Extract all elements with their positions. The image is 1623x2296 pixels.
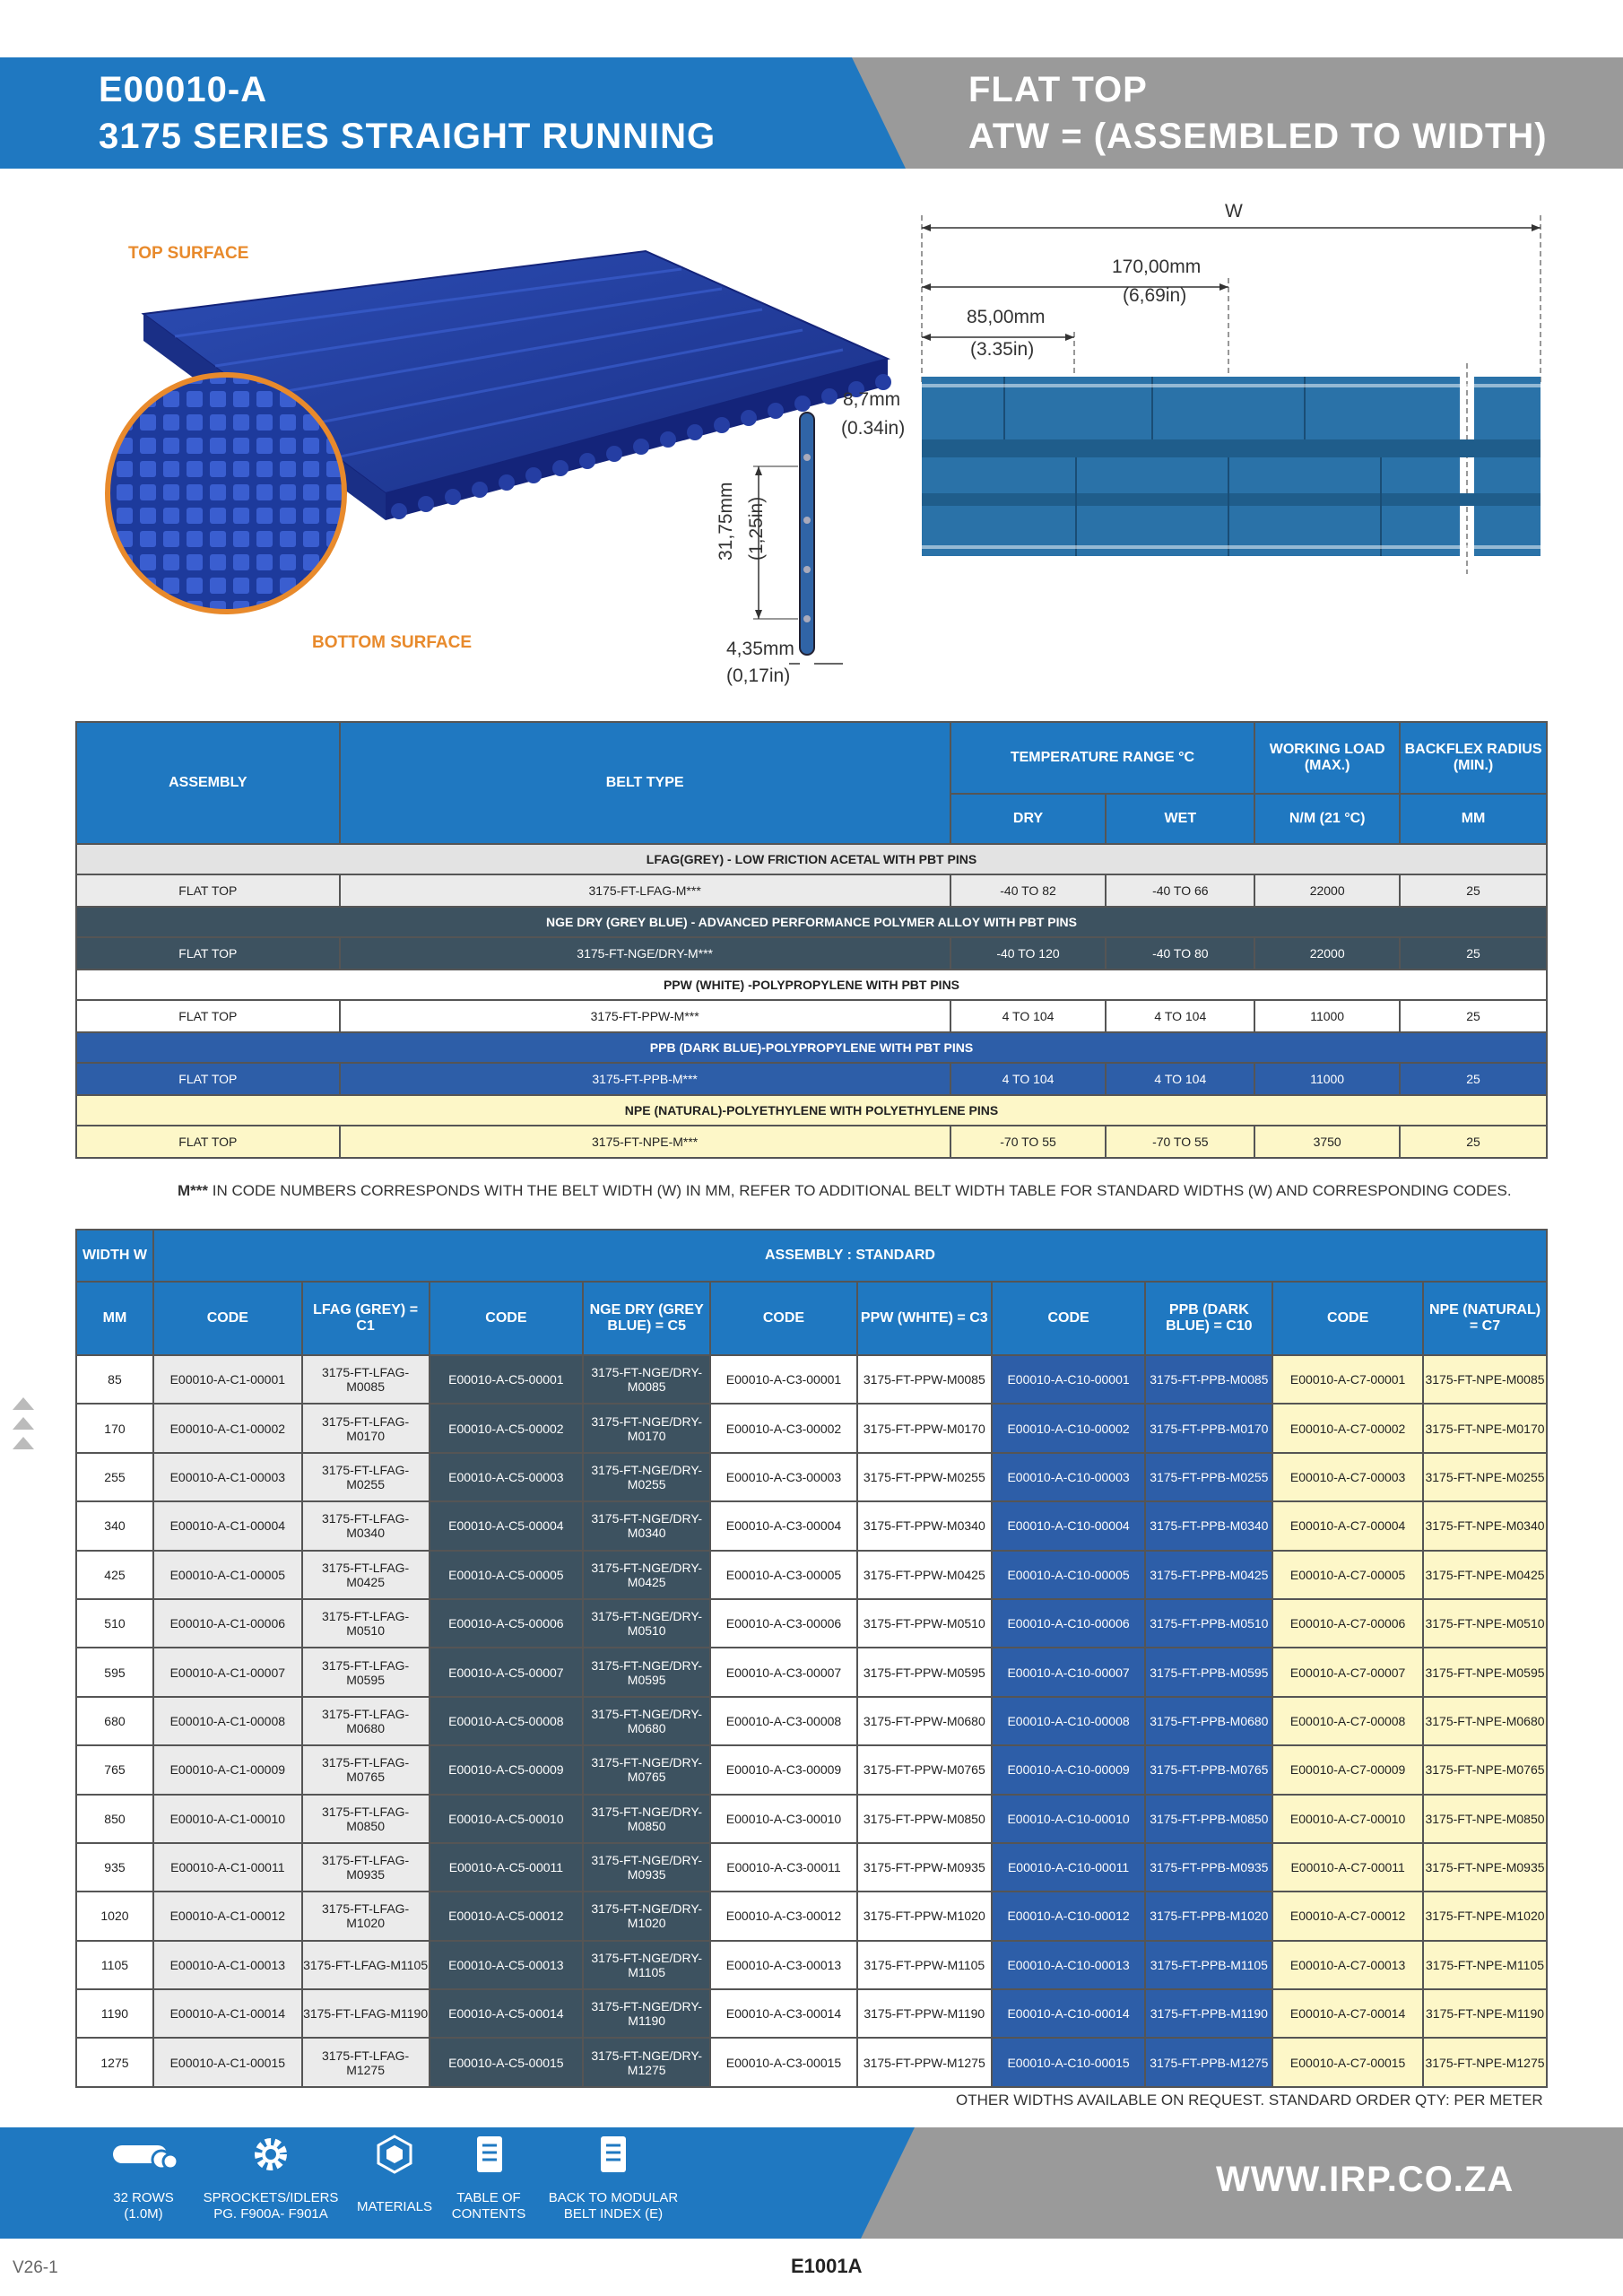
npe-cell: 3175-FT-NPE-M1190 — [1423, 1989, 1547, 2038]
code-cell: E00010-A-C1-00008 — [153, 1697, 302, 1745]
wet-header: WET — [1106, 794, 1254, 844]
ppw-cell: 3175-FT-PPW-M0765 — [857, 1745, 992, 1794]
width-cell: 1020 — [76, 1892, 153, 1940]
code-cell: E00010-A-C3-00006 — [710, 1599, 857, 1648]
code-cell: E00010-A-C1-00013 — [153, 1941, 302, 1989]
code-cell: E00010-A-C7-00007 — [1272, 1648, 1423, 1696]
table-cell: -40 TO 82 — [950, 874, 1107, 907]
code-cell: E00010-A-C3-00014 — [710, 1989, 857, 2038]
ppb-cell: 3175-FT-PPB-M0765 — [1145, 1745, 1272, 1794]
dim-w: W — [1225, 201, 1243, 222]
nge-cell: 3175-FT-NGE/DRY-M0935 — [583, 1843, 710, 1892]
npe-cell: 3175-FT-NPE-M0595 — [1423, 1648, 1547, 1696]
code-cell: E00010-A-C3-00001 — [710, 1355, 857, 1404]
npe-cell: 3175-FT-NPE-M0255 — [1423, 1453, 1547, 1501]
section-title: PPW (WHITE) -POLYPROPYLENE WITH PBT PINS — [76, 970, 1547, 1000]
code-cell: E00010-A-C10-00012 — [992, 1892, 1146, 1940]
width-code-table — [75, 1229, 1548, 2088]
code-cell: E00010-A-C1-00003 — [153, 1453, 302, 1501]
ppw-cell: 3175-FT-PPW-M0170 — [857, 1404, 992, 1452]
ppb-cell: 3175-FT-PPB-M0510 — [1145, 1599, 1272, 1648]
lfag-cell: 3175-FT-LFAG-M0765 — [302, 1745, 430, 1794]
version-label: V26-1 — [13, 2258, 58, 2277]
dim-170in: (6,69in) — [1123, 285, 1187, 306]
ppw-cell: 3175-FT-PPW-M1275 — [857, 2038, 992, 2086]
nge-cell: 3175-FT-NGE/DRY-M1020 — [583, 1892, 710, 1940]
width-cell: 425 — [76, 1551, 153, 1599]
col-header-mm: MM — [76, 1282, 153, 1355]
lfag-cell: 3175-FT-LFAG-M0340 — [302, 1501, 430, 1550]
lfag-cell: 3175-FT-LFAG-M0085 — [302, 1355, 430, 1404]
code-cell: E00010-A-C7-00001 — [1272, 1355, 1423, 1404]
table-cell: FLAT TOP — [76, 1126, 340, 1158]
code-cell: E00010-A-C5-00002 — [430, 1404, 584, 1452]
nge-cell: 3175-FT-NGE/DRY-M0085 — [583, 1355, 710, 1404]
code-cell: E00010-A-C5-00001 — [430, 1355, 584, 1404]
ppw-cell: 3175-FT-PPW-M0680 — [857, 1697, 992, 1745]
section-title: PPB (DARK BLUE)-POLYPROPYLENE WITH PBT PINS — [76, 1032, 1547, 1063]
table-cell: 4 TO 104 — [950, 1063, 1107, 1095]
width-cell: 680 — [76, 1697, 153, 1745]
lfag-cell: 3175-FT-LFAG-M1190 — [302, 1989, 430, 2038]
code-cell: E00010-A-C5-00005 — [430, 1551, 584, 1599]
table-cell: 22000 — [1254, 874, 1400, 907]
working-load-header: WORKING LOAD (MAX.) — [1254, 722, 1400, 794]
col-header-code: CODE — [710, 1282, 857, 1355]
code-cell: E00010-A-C10-00015 — [992, 2038, 1146, 2086]
code-cell: E00010-A-C7-00006 — [1272, 1599, 1423, 1648]
ppw-cell: 3175-FT-PPW-M1020 — [857, 1892, 992, 1940]
table-cell: 25 — [1400, 874, 1547, 907]
table-row — [76, 1745, 1547, 1794]
ppw-cell: 3175-FT-PPW-M0255 — [857, 1453, 992, 1501]
table-cell: 25 — [1400, 937, 1547, 970]
table-cell: 4 TO 104 — [1106, 1000, 1254, 1032]
ppb-cell: 3175-FT-PPB-M1105 — [1145, 1941, 1272, 1989]
table-cell: 25 — [1400, 1126, 1547, 1158]
ppw-cell: 3175-FT-PPW-M0850 — [857, 1795, 992, 1843]
code-cell: E00010-A-C10-00004 — [992, 1501, 1146, 1550]
document-icon[interactable] — [468, 2133, 511, 2176]
code-cell: E00010-A-C7-00015 — [1272, 2038, 1423, 2086]
dim-435mm: 4,35mm — [726, 639, 794, 659]
lfag-cell: 3175-FT-LFAG-M0595 — [302, 1648, 430, 1696]
materials-icon[interactable] — [373, 2133, 416, 2176]
code-cell: E00010-A-C5-00013 — [430, 1941, 584, 1989]
section-title: LFAG(GREY) - LOW FRICTION ACETAL WITH PBT PINS — [76, 844, 1547, 874]
widths-note: OTHER WIDTHS AVAILABLE ON REQUEST. STANDARD ORDER QTY: PER METER — [956, 2092, 1543, 2109]
table-cell: 11000 — [1254, 1000, 1400, 1032]
dry-header: DRY — [950, 794, 1107, 844]
ppb-cell: 3175-FT-PPB-M1275 — [1145, 2038, 1272, 2086]
header-series: 3175 SERIES STRAIGHT RUNNING — [99, 117, 716, 156]
table-cell: 3175-FT-LFAG-M*** — [340, 874, 950, 907]
code-note — [178, 1182, 1512, 1200]
ppb-cell: 3175-FT-PPB-M0170 — [1145, 1404, 1272, 1452]
table-cell: 3175-FT-PPW-M*** — [340, 1000, 950, 1032]
lfag-cell: 3175-FT-LFAG-M0255 — [302, 1453, 430, 1501]
code-cell: E00010-A-C3-00004 — [710, 1501, 857, 1550]
footer-sprockets-label[interactable]: SPROCKETS/IDLERS PG. F900A- F901A — [203, 2190, 339, 2222]
width-cell: 170 — [76, 1404, 153, 1452]
code-cell: E00010-A-C1-00014 — [153, 1989, 302, 2038]
width-header: WIDTH W — [76, 1230, 153, 1282]
code-cell: E00010-A-C5-00003 — [430, 1453, 584, 1501]
lfag-cell: 3175-FT-LFAG-M1020 — [302, 1892, 430, 1940]
col-header-ppw: PPW (WHITE) = C3 — [857, 1282, 992, 1355]
ppb-cell: 3175-FT-PPB-M0680 — [1145, 1697, 1272, 1745]
table-row — [76, 1941, 1547, 1989]
ppb-cell: 3175-FT-PPB-M0340 — [1145, 1501, 1272, 1550]
width-cell: 1105 — [76, 1941, 153, 1989]
nge-cell: 3175-FT-NGE/DRY-M1275 — [583, 2038, 710, 2086]
table-cell: FLAT TOP — [76, 1063, 340, 1095]
code-cell: E00010-A-C5-00012 — [430, 1892, 584, 1940]
width-cell: 85 — [76, 1355, 153, 1404]
table-row — [76, 1892, 1547, 1940]
document-icon[interactable] — [592, 2133, 635, 2176]
nge-cell: 3175-FT-NGE/DRY-M0765 — [583, 1745, 710, 1794]
dim-3175in: (1,25in) — [746, 496, 767, 561]
table-row — [76, 1795, 1547, 1843]
code-cell: E00010-A-C7-00008 — [1272, 1697, 1423, 1745]
width-cell: 935 — [76, 1843, 153, 1892]
nge-cell: 3175-FT-NGE/DRY-M0595 — [583, 1648, 710, 1696]
table-cell: 22000 — [1254, 937, 1400, 970]
nge-cell: 3175-FT-NGE/DRY-M1190 — [583, 1989, 710, 2038]
col-header-code: CODE — [992, 1282, 1146, 1355]
header-type: FLAT TOP — [968, 70, 1148, 109]
code-cell: E00010-A-C3-00005 — [710, 1551, 857, 1599]
table-row — [76, 1501, 1547, 1550]
table-row — [76, 1843, 1547, 1892]
table-cell: -70 TO 55 — [1106, 1126, 1254, 1158]
section-title: NGE DRY (GREY BLUE) - ADVANCED PERFORMANCE POLYMER ALLOY WITH PBT PINS — [76, 907, 1547, 937]
code-cell: E00010-A-C1-00011 — [153, 1843, 302, 1892]
code-cell: E00010-A-C1-00002 — [153, 1404, 302, 1452]
backflex-header: BACKFLEX RADIUS (MIN.) — [1400, 722, 1547, 794]
ppw-cell: 3175-FT-PPW-M0595 — [857, 1648, 992, 1696]
code-cell: E00010-A-C10-00003 — [992, 1453, 1146, 1501]
table-row — [76, 1989, 1547, 2038]
table-cell: -40 TO 120 — [950, 937, 1107, 970]
code-cell: E00010-A-C5-00004 — [430, 1501, 584, 1550]
table-cell: -40 TO 66 — [1106, 874, 1254, 907]
dim-87in: (0.34in) — [841, 418, 906, 439]
header-code: E00010-A — [99, 70, 268, 109]
code-cell: E00010-A-C1-00012 — [153, 1892, 302, 1940]
gear-icon[interactable] — [249, 2133, 292, 2176]
table-row — [76, 1453, 1547, 1501]
width-cell: 765 — [76, 1745, 153, 1794]
width-cell: 595 — [76, 1648, 153, 1696]
code-cell: E00010-A-C5-00007 — [430, 1648, 584, 1696]
ppb-cell: 3175-FT-PPB-M1020 — [1145, 1892, 1272, 1940]
assembly-header: ASSEMBLY — [76, 722, 340, 844]
code-cell: E00010-A-C7-00004 — [1272, 1501, 1423, 1550]
footer-contents-label[interactable]: TABLE OF CONTENTS — [451, 2190, 526, 2222]
code-cell: E00010-A-C1-00009 — [153, 1745, 302, 1794]
code-cell: E00010-A-C3-00002 — [710, 1404, 857, 1452]
code-cell: E00010-A-C5-00010 — [430, 1795, 584, 1843]
table-row — [76, 2038, 1547, 2086]
npe-cell: 3175-FT-NPE-M1105 — [1423, 1941, 1547, 1989]
code-note-text: IN CODE NUMBERS CORRESPONDS WITH THE BELT WIDTH (W) IN MM, REFER TO ADDITIONAL BELT WIDTH TABLE FOR STANDARD WIDTHS (W) AND CORRESPONDING CODES. — [208, 1182, 1512, 1199]
code-cell: E00010-A-C10-00010 — [992, 1795, 1146, 1843]
table-cell: 4 TO 104 — [950, 1000, 1107, 1032]
table-cell: 3175-FT-NPE-M*** — [340, 1126, 950, 1158]
table-cell: -40 TO 80 — [1106, 937, 1254, 970]
footer-rows-label[interactable]: 32 ROWS (1.0M) — [113, 2190, 174, 2222]
assembly-standard-header: ASSEMBLY : STANDARD — [153, 1230, 1547, 1282]
npe-cell: 3175-FT-NPE-M0935 — [1423, 1843, 1547, 1892]
table-row — [76, 1355, 1547, 1404]
width-diagram — [915, 206, 1542, 583]
lfag-cell: 3175-FT-LFAG-M0425 — [302, 1551, 430, 1599]
code-cell: E00010-A-C3-00011 — [710, 1843, 857, 1892]
table-cell: 25 — [1400, 1063, 1547, 1095]
code-cell: E00010-A-C10-00008 — [992, 1697, 1146, 1745]
website-link[interactable]: WWW.IRP.CO.ZA — [1216, 2160, 1515, 2199]
col-header-nge: NGE DRY (GREY BLUE) = C5 — [583, 1282, 710, 1355]
code-cell: E00010-A-C7-00011 — [1272, 1843, 1423, 1892]
dim-170mm: 170,00mm — [1112, 257, 1202, 277]
code-note-bold: M*** — [178, 1182, 209, 1199]
code-cell: E00010-A-C5-00006 — [430, 1599, 584, 1648]
code-cell: E00010-A-C7-00005 — [1272, 1551, 1423, 1599]
ppb-cell: 3175-FT-PPB-M1190 — [1145, 1989, 1272, 2038]
code-cell: E00010-A-C1-00006 — [153, 1599, 302, 1648]
npe-cell: 3175-FT-NPE-M1275 — [1423, 2038, 1547, 2086]
code-cell: E00010-A-C3-00009 — [710, 1745, 857, 1794]
col-header-npe: NPE (NATURAL) = C7 — [1423, 1282, 1547, 1355]
nge-cell: 3175-FT-NGE/DRY-M0340 — [583, 1501, 710, 1550]
code-cell: E00010-A-C1-00004 — [153, 1501, 302, 1550]
lfag-cell: 3175-FT-LFAG-M0510 — [302, 1599, 430, 1648]
code-cell: E00010-A-C5-00008 — [430, 1697, 584, 1745]
ppb-cell: 3175-FT-PPB-M0425 — [1145, 1551, 1272, 1599]
width-cell: 1190 — [76, 1989, 153, 2038]
code-cell: E00010-A-C10-00009 — [992, 1745, 1146, 1794]
col-header-lfag: LFAG (GREY) = C1 — [302, 1282, 430, 1355]
dim-85mm: 85,00mm — [967, 307, 1046, 327]
nm-header: N/M (21 °C) — [1254, 794, 1400, 844]
code-cell: E00010-A-C1-00007 — [153, 1648, 302, 1696]
code-cell: E00010-A-C5-00014 — [430, 1989, 584, 2038]
code-cell: E00010-A-C3-00015 — [710, 2038, 857, 2086]
ppw-cell: 3175-FT-PPW-M0085 — [857, 1355, 992, 1404]
code-cell: E00010-A-C10-00014 — [992, 1989, 1146, 2038]
nge-cell: 3175-FT-NGE/DRY-M0680 — [583, 1697, 710, 1745]
table-row — [76, 1648, 1547, 1696]
width-cell: 255 — [76, 1453, 153, 1501]
code-cell: E00010-A-C5-00009 — [430, 1745, 584, 1794]
npe-cell: 3175-FT-NPE-M0765 — [1423, 1745, 1547, 1794]
ppw-cell: 3175-FT-PPW-M1190 — [857, 1989, 992, 2038]
npe-cell: 3175-FT-NPE-M0170 — [1423, 1404, 1547, 1452]
code-cell: E00010-A-C5-00011 — [430, 1843, 584, 1892]
width-cell: 340 — [76, 1501, 153, 1550]
table-row — [76, 1599, 1547, 1648]
code-cell: E00010-A-C3-00012 — [710, 1892, 857, 1940]
code-cell: E00010-A-C7-00009 — [1272, 1745, 1423, 1794]
code-cell: E00010-A-C3-00007 — [710, 1648, 857, 1696]
npe-cell: 3175-FT-NPE-M0850 — [1423, 1795, 1547, 1843]
dim-435in: (0,17in) — [726, 665, 791, 686]
footer-materials-label[interactable]: MATERIALS — [357, 2199, 432, 2214]
npe-cell: 3175-FT-NPE-M1020 — [1423, 1892, 1547, 1940]
ppb-cell: 3175-FT-PPB-M0850 — [1145, 1795, 1272, 1843]
temperature-header: TEMPERATURE RANGE °C — [950, 722, 1255, 794]
table-cell: FLAT TOP — [76, 1000, 340, 1032]
header-atw: ATW = (ASSEMBLED TO WIDTH) — [968, 117, 1548, 156]
width-cell: 850 — [76, 1795, 153, 1843]
ppb-cell: 3175-FT-PPB-M0255 — [1145, 1453, 1272, 1501]
ppb-cell: 3175-FT-PPB-M0085 — [1145, 1355, 1272, 1404]
npe-cell: 3175-FT-NPE-M0340 — [1423, 1501, 1547, 1550]
code-cell: E00010-A-C7-00012 — [1272, 1892, 1423, 1940]
code-cell: E00010-A-C10-00011 — [992, 1843, 1146, 1892]
npe-cell: 3175-FT-NPE-M0425 — [1423, 1551, 1547, 1599]
code-cell: E00010-A-C7-00002 — [1272, 1404, 1423, 1452]
npe-cell: 3175-FT-NPE-M0510 — [1423, 1599, 1547, 1648]
table-row — [76, 1404, 1547, 1452]
code-cell: E00010-A-C3-00008 — [710, 1697, 857, 1745]
table-cell: FLAT TOP — [76, 937, 340, 970]
side-arrows — [11, 1396, 41, 1458]
code-cell: E00010-A-C7-00013 — [1272, 1941, 1423, 1989]
lfag-cell: 3175-FT-LFAG-M0680 — [302, 1697, 430, 1745]
section-title: NPE (NATURAL)-POLYETHYLENE WITH POLYETHYLENE PINS — [76, 1095, 1547, 1126]
code-cell: E00010-A-C10-00007 — [992, 1648, 1146, 1696]
table-cell: 3175-FT-NGE/DRY-M*** — [340, 937, 950, 970]
nge-cell: 3175-FT-NGE/DRY-M0510 — [583, 1599, 710, 1648]
nge-cell: 3175-FT-NGE/DRY-M0425 — [583, 1551, 710, 1599]
ppw-cell: 3175-FT-PPW-M0340 — [857, 1501, 992, 1550]
table-cell: 4 TO 104 — [1106, 1063, 1254, 1095]
code-cell: E00010-A-C1-00010 — [153, 1795, 302, 1843]
dim-87mm: 8,7mm — [843, 389, 901, 410]
lfag-cell: 3175-FT-LFAG-M1105 — [302, 1941, 430, 1989]
table-cell: 25 — [1400, 1000, 1547, 1032]
table-cell: 3175-FT-PPB-M*** — [340, 1063, 950, 1095]
top-surface-label: TOP SURFACE — [128, 244, 249, 263]
code-cell: E00010-A-C10-00006 — [992, 1599, 1146, 1648]
belt-type-header: BELT TYPE — [340, 722, 950, 844]
code-cell: E00010-A-C3-00003 — [710, 1453, 857, 1501]
nge-cell: 3175-FT-NGE/DRY-M0850 — [583, 1795, 710, 1843]
lfag-cell: 3175-FT-LFAG-M0935 — [302, 1843, 430, 1892]
code-cell: E00010-A-C3-00010 — [710, 1795, 857, 1843]
lfag-cell: 3175-FT-LFAG-M0170 — [302, 1404, 430, 1452]
ppb-cell: 3175-FT-PPB-M0935 — [1145, 1843, 1272, 1892]
code-cell: E00010-A-C7-00014 — [1272, 1989, 1423, 2038]
code-cell: E00010-A-C1-00001 — [153, 1355, 302, 1404]
table-cell: 3750 — [1254, 1126, 1400, 1158]
materials-table — [75, 721, 1548, 1159]
ppw-cell: 3175-FT-PPW-M1105 — [857, 1941, 992, 1989]
col-header-code: CODE — [1272, 1282, 1423, 1355]
col-header-ppb: PPB (DARK BLUE) = C10 — [1145, 1282, 1272, 1355]
ppb-cell: 3175-FT-PPB-M0595 — [1145, 1648, 1272, 1696]
npe-cell: 3175-FT-NPE-M0085 — [1423, 1355, 1547, 1404]
page-number: E1001A — [791, 2255, 863, 2277]
code-cell: E00010-A-C1-00005 — [153, 1551, 302, 1599]
col-header-code: CODE — [430, 1282, 584, 1355]
code-cell: E00010-A-C10-00001 — [992, 1355, 1146, 1404]
code-cell: E00010-A-C7-00010 — [1272, 1795, 1423, 1843]
code-cell: E00010-A-C10-00002 — [992, 1404, 1146, 1452]
mm-header: MM — [1400, 794, 1547, 844]
nge-cell: 3175-FT-NGE/DRY-M0170 — [583, 1404, 710, 1452]
code-cell: E00010-A-C3-00013 — [710, 1941, 857, 1989]
ppw-cell: 3175-FT-PPW-M0510 — [857, 1599, 992, 1648]
table-cell: 11000 — [1254, 1063, 1400, 1095]
nge-cell: 3175-FT-NGE/DRY-M0255 — [583, 1453, 710, 1501]
footer-index-label[interactable]: BACK TO MODULAR BELT INDEX (E) — [548, 2190, 679, 2222]
ppw-cell: 3175-FT-PPW-M0425 — [857, 1551, 992, 1599]
nge-cell: 3175-FT-NGE/DRY-M1105 — [583, 1941, 710, 1989]
bottom-surface-label: BOTTOM SURFACE — [312, 633, 473, 652]
dim-85in: (3.35in) — [970, 339, 1035, 360]
dim-3175mm: 31,75mm — [716, 482, 736, 561]
table-row — [76, 1697, 1547, 1745]
table-cell: -70 TO 55 — [950, 1126, 1107, 1158]
lfag-cell: 3175-FT-LFAG-M1275 — [302, 2038, 430, 2086]
table-cell: FLAT TOP — [76, 874, 340, 907]
code-cell: E00010-A-C10-00005 — [992, 1551, 1146, 1599]
code-cell: E00010-A-C7-00003 — [1272, 1453, 1423, 1501]
width-cell: 510 — [76, 1599, 153, 1648]
code-cell: E00010-A-C1-00015 — [153, 2038, 302, 2086]
table-row — [76, 1551, 1547, 1599]
npe-cell: 3175-FT-NPE-M0680 — [1423, 1697, 1547, 1745]
rows-icon[interactable] — [108, 2133, 179, 2176]
col-header-code: CODE — [153, 1282, 302, 1355]
ppw-cell: 3175-FT-PPW-M0935 — [857, 1843, 992, 1892]
width-cell: 1275 — [76, 2038, 153, 2086]
code-cell: E00010-A-C10-00013 — [992, 1941, 1146, 1989]
lfag-cell: 3175-FT-LFAG-M0850 — [302, 1795, 430, 1843]
code-cell: E00010-A-C5-00015 — [430, 2038, 584, 2086]
